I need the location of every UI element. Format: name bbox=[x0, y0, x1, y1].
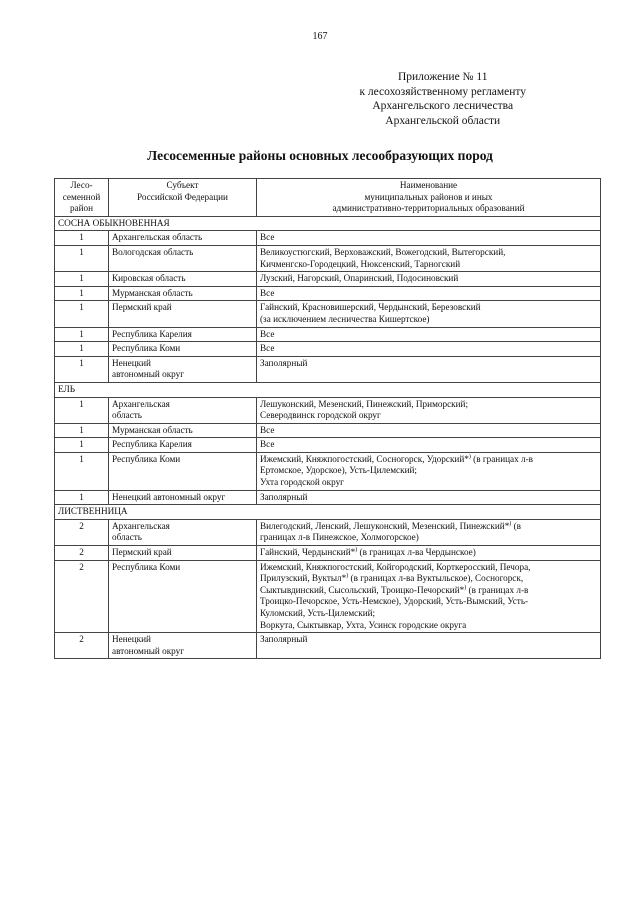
subject-cell bbox=[109, 286, 257, 301]
zone-cell: 1 bbox=[55, 438, 109, 453]
zone-cell: 2 bbox=[55, 633, 109, 659]
zone-cell: 1 bbox=[55, 231, 109, 246]
subject-cell bbox=[109, 356, 257, 382]
subject-line: Мурманская область bbox=[112, 287, 193, 298]
table-row bbox=[55, 245, 601, 271]
districts-line: Заполярный bbox=[260, 491, 308, 502]
seed-zones-table bbox=[54, 178, 601, 659]
subject-line: область bbox=[112, 410, 142, 421]
table-row bbox=[55, 546, 601, 561]
zone-cell: 1 bbox=[55, 423, 109, 438]
subject-cell bbox=[109, 438, 257, 453]
table-row bbox=[55, 519, 601, 545]
header-line: муниципальных районов и иных bbox=[364, 191, 493, 202]
zone-cell: 1 bbox=[55, 490, 109, 505]
subject-cell bbox=[109, 423, 257, 438]
subject-line: Пермский край bbox=[112, 547, 172, 558]
table-row bbox=[55, 423, 601, 438]
districts-line: Заполярный bbox=[260, 634, 308, 645]
zone-cell: 2 bbox=[55, 560, 109, 633]
subject-cell bbox=[109, 231, 257, 246]
districts-cell bbox=[257, 490, 601, 505]
subject-line: Республика Карелия bbox=[112, 439, 192, 450]
appendix-line: Архангельского лесничества bbox=[372, 100, 514, 112]
districts-line: Заполярный bbox=[260, 357, 308, 368]
zone-cell: 1 bbox=[55, 397, 109, 423]
subject-line: Республика Коми bbox=[112, 453, 181, 464]
districts-cell bbox=[257, 356, 601, 382]
section-title: СОСНА ОБЫКНОВЕННАЯ bbox=[55, 216, 601, 231]
table-row bbox=[55, 452, 601, 490]
districts-line: Все bbox=[260, 439, 275, 450]
zone-cell: 1 bbox=[55, 245, 109, 271]
zone-cell: 2 bbox=[55, 546, 109, 561]
subject-line: Ненецкий bbox=[112, 357, 151, 368]
table-header-row bbox=[55, 179, 601, 217]
table-row bbox=[55, 356, 601, 382]
subject-line: Республика Карелия bbox=[112, 328, 192, 339]
subject-line: Кировская область bbox=[112, 273, 186, 284]
districts-line: Великоустюгский, Верховажский, Вожегодский, Вытегорский, bbox=[260, 246, 506, 257]
subject-line: автономный округ bbox=[112, 369, 185, 380]
table-row bbox=[55, 231, 601, 246]
districts-line: (за исключением лесничества Кишертское) bbox=[260, 313, 430, 324]
subject-line: Мурманская область bbox=[112, 424, 193, 435]
section-title: ЛИСТВЕННИЦА bbox=[55, 505, 601, 520]
section-row bbox=[55, 505, 601, 520]
districts-line: Все bbox=[260, 232, 275, 243]
table-row bbox=[55, 438, 601, 453]
districts-cell bbox=[257, 286, 601, 301]
subject-line: область bbox=[112, 532, 142, 543]
districts-line: Лузский, Нагорский, Опаринский, Подосиновский bbox=[260, 273, 459, 284]
page-number: 167 bbox=[312, 31, 328, 42]
header-zone bbox=[55, 179, 109, 217]
subject-line: Республика Коми bbox=[112, 343, 181, 354]
table-row bbox=[55, 286, 601, 301]
zone-cell: 1 bbox=[55, 301, 109, 327]
districts-cell bbox=[257, 560, 601, 633]
districts-cell bbox=[257, 301, 601, 327]
zone-cell: 1 bbox=[55, 342, 109, 357]
districts-cell bbox=[257, 452, 601, 490]
subject-line: Вологодская область bbox=[112, 246, 194, 257]
districts-cell bbox=[257, 519, 601, 545]
zone-cell: 2 bbox=[55, 519, 109, 545]
districts-line: Гайнский, Красновишерский, Чердынский, Березовский bbox=[260, 302, 481, 313]
districts-line: Все bbox=[260, 424, 275, 435]
appendix-header bbox=[359, 70, 526, 128]
appendix-line: к лесохозяйственному регламенту bbox=[359, 85, 526, 98]
districts-cell bbox=[257, 272, 601, 287]
header-subject bbox=[109, 179, 257, 217]
subject-line: Архангельская область bbox=[112, 232, 203, 243]
districts-line: Прилузский, Вуктыл*) (в границах л-ва Вуктыльское), Сосногорск, bbox=[260, 573, 524, 584]
subject-cell bbox=[109, 560, 257, 633]
districts-line: Ертомское, Удорское), Усть-Цилемский; bbox=[260, 465, 417, 476]
header-line: семенной bbox=[62, 191, 101, 202]
table-row bbox=[55, 342, 601, 357]
districts-cell bbox=[257, 327, 601, 342]
subject-cell bbox=[109, 519, 257, 545]
districts-line: Ижемский, Княжпогостский, Сосногорск, Удорский*) (в границах л-в bbox=[260, 453, 533, 464]
header-line: административно-территориальных образований bbox=[332, 203, 525, 214]
districts-line: Сыктывдинский, Сысольский, Троицко-Печорский*) (в границах л-в bbox=[260, 584, 529, 595]
header-line: Лесо- bbox=[70, 180, 93, 190]
header-line: Наименование bbox=[399, 180, 458, 190]
subject-cell bbox=[109, 397, 257, 423]
section-title: ЕЛЬ bbox=[55, 382, 601, 397]
table-row bbox=[55, 397, 601, 423]
section-row bbox=[55, 216, 601, 231]
subject-cell bbox=[109, 633, 257, 659]
districts-line: Все bbox=[260, 343, 275, 354]
districts-line: Воркута, Сыктывкар, Ухта, Усинск городские округа bbox=[260, 619, 467, 630]
header-districts bbox=[257, 179, 601, 217]
districts-cell bbox=[257, 633, 601, 659]
subject-line: Ненецкий автономный округ bbox=[112, 491, 226, 502]
table-row bbox=[55, 490, 601, 505]
subject-cell bbox=[109, 301, 257, 327]
districts-line: Ижемский, Княжпогостский, Койгородский, Корткеросский, Печора, bbox=[260, 561, 531, 572]
subject-line: Пермский край bbox=[112, 302, 172, 313]
districts-line: Ухта городской округ bbox=[260, 477, 344, 488]
subject-cell bbox=[109, 490, 257, 505]
districts-cell bbox=[257, 423, 601, 438]
districts-line: границах л-в Пинежское, Холмогорское) bbox=[260, 532, 419, 543]
districts-cell bbox=[257, 245, 601, 271]
appendix-line: Архангельской области bbox=[385, 114, 501, 127]
zone-cell: 1 bbox=[55, 356, 109, 382]
subject-line: Архангельская bbox=[112, 520, 170, 531]
districts-line: Куломский, Усть-Цилемский; bbox=[260, 608, 376, 618]
subject-cell bbox=[109, 452, 257, 490]
zone-cell: 1 bbox=[55, 327, 109, 342]
subject-cell bbox=[109, 272, 257, 287]
table-row bbox=[55, 327, 601, 342]
table-row bbox=[55, 272, 601, 287]
districts-line: Гайнский, Чердынский*) (в границах л-ва Чердынское) bbox=[260, 546, 476, 558]
document-title: Лесосеменные районы основных лесообразующих пород bbox=[147, 148, 493, 163]
districts-line: Троицко-Печорское, Усть-Немское), Удорский, Усть-Вымский, Усть- bbox=[260, 596, 529, 607]
districts-cell bbox=[257, 546, 601, 561]
section-row bbox=[55, 382, 601, 397]
districts-line: Кичменгско-Городецкий, Нюксенский, Тарногский bbox=[260, 258, 461, 269]
table-row bbox=[55, 301, 601, 327]
subject-cell bbox=[109, 342, 257, 357]
table-row bbox=[55, 633, 601, 659]
zone-cell: 1 bbox=[55, 286, 109, 301]
districts-cell bbox=[257, 342, 601, 357]
subject-cell bbox=[109, 245, 257, 271]
zone-cell: 1 bbox=[55, 452, 109, 490]
districts-line: Лешуконский, Мезенский, Пинежский, Приморский; bbox=[260, 398, 468, 409]
subject-cell bbox=[109, 327, 257, 342]
appendix-line: Приложение № 11 bbox=[397, 71, 488, 83]
table-body bbox=[55, 216, 601, 659]
header-line: Субъект bbox=[166, 180, 199, 190]
districts-line: Северодвинск городской округ bbox=[260, 410, 381, 421]
districts-cell bbox=[257, 438, 601, 453]
subject-line: Республика Коми bbox=[112, 561, 181, 572]
table-row bbox=[55, 560, 601, 633]
districts-line: Все bbox=[260, 287, 275, 298]
subject-line: Архангельская bbox=[112, 398, 170, 409]
subject-line: Ненецкий bbox=[112, 634, 151, 645]
header-line: Российской Федерации bbox=[137, 191, 228, 202]
subject-cell bbox=[109, 546, 257, 561]
subject-line: автономный округ bbox=[112, 645, 185, 656]
districts-line: Все bbox=[260, 328, 275, 339]
zone-cell: 1 bbox=[55, 272, 109, 287]
districts-line: Вилегодский, Ленский, Лешуконский, Мезенский, Пинежский*) (в bbox=[260, 520, 521, 531]
header-line: район bbox=[69, 203, 94, 214]
districts-cell bbox=[257, 231, 601, 246]
districts-cell bbox=[257, 397, 601, 423]
